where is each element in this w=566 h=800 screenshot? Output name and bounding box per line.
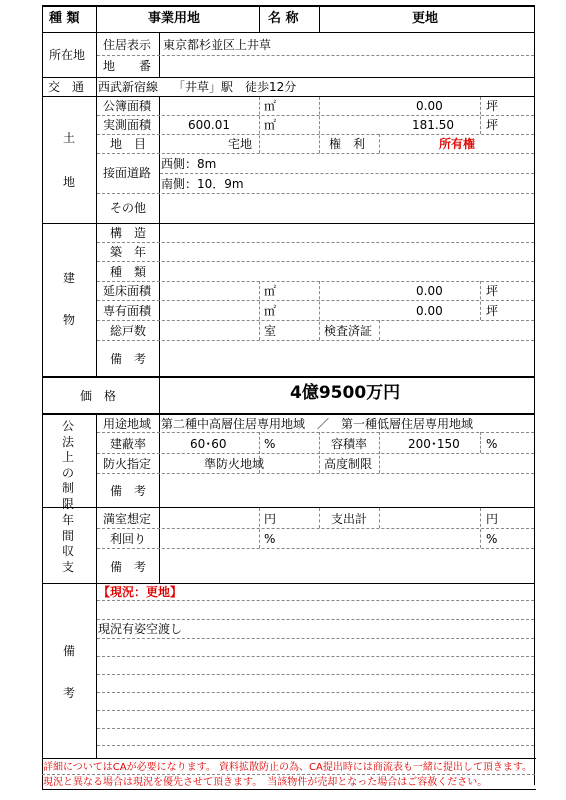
- inspection-label: 検査済証: [324, 324, 373, 338]
- transport-line: 西武新宿線: [98, 80, 159, 94]
- floor-tsubo-unit: 坪: [486, 284, 499, 298]
- transport-station: 「井草」駅: [173, 80, 234, 94]
- legal-remarks-label: 備 考: [110, 484, 147, 498]
- yield-label: 利回り: [110, 532, 147, 546]
- dash-land-2: [97, 134, 534, 135]
- col-line-price: [159, 378, 160, 413]
- notes-label-bottom: 考: [63, 686, 76, 700]
- dash-bld-5: [97, 320, 534, 321]
- land-label-bottom: 地: [63, 175, 76, 189]
- dash-note-8: [97, 728, 534, 729]
- full-occupancy-label: 満室想定: [103, 512, 152, 526]
- dash-bld-2: [97, 261, 534, 262]
- dash-bld-1: [97, 242, 534, 243]
- dash-land-4: [97, 193, 534, 194]
- hdr-line-3: [319, 5, 320, 33]
- dash-note-3: [97, 638, 534, 639]
- land-rights-label: 権 利: [329, 137, 366, 151]
- far-label: 容積率: [331, 437, 368, 451]
- frame-top: [42, 5, 535, 7]
- floor-area-label: 延床面積: [103, 284, 152, 298]
- dashv-bld-a: [259, 281, 260, 340]
- dash-land-road: [160, 173, 534, 174]
- dashv-land-c: [379, 134, 380, 153]
- dashv-inc-d: [480, 508, 481, 548]
- col-line-label-legal: [96, 415, 97, 758]
- survey-area-tsubo: 181.50: [412, 118, 454, 132]
- survey-area-value: 600.01: [188, 118, 230, 132]
- hdr-line-1: [96, 5, 97, 33]
- units-unit: 室: [264, 324, 277, 338]
- dashv-land-b: [319, 97, 320, 153]
- dash-legal-3: [97, 473, 534, 474]
- kind-label: 種 類: [110, 265, 147, 279]
- coverage-percent: %: [264, 437, 276, 451]
- transport-label: 交 通: [48, 80, 85, 94]
- height-label: 高度制限: [324, 457, 373, 471]
- private-area-unit: ㎡: [264, 304, 277, 318]
- dash-bld-4: [97, 300, 534, 301]
- col-line-value-land: [159, 97, 160, 377]
- zoning-label: 用途地域: [103, 417, 152, 431]
- expense-label: 支出計: [331, 512, 368, 526]
- built-label: 築 年: [110, 245, 147, 259]
- coverage-label: 建蔽率: [110, 437, 147, 451]
- private-tsubo-unit: 坪: [486, 304, 499, 318]
- price-value: 4億9500万円: [290, 383, 401, 403]
- dash-legal-1: [97, 432, 534, 433]
- location-label: 所在地: [49, 48, 86, 62]
- yield-percent-2: %: [486, 532, 498, 546]
- fire-value: 準防火地域: [204, 457, 265, 471]
- road-south: 南側：10．9m: [161, 177, 244, 191]
- dash-land-3: [97, 153, 534, 154]
- sep-legal: [42, 507, 535, 508]
- dash-note-6: [97, 692, 534, 693]
- building-remarks-label: 備 考: [110, 352, 147, 366]
- dash-bld-3: [97, 281, 534, 282]
- dash-note-5: [97, 674, 534, 675]
- sep-transport: [42, 96, 535, 97]
- registry-tsubo-unit: 坪: [486, 99, 499, 113]
- land-rights-value: 所有権: [439, 137, 476, 151]
- far-value: 200･150: [408, 437, 460, 451]
- building-label-top: 建: [63, 271, 76, 285]
- dashv-legal-d: [480, 432, 481, 453]
- frame-left: [42, 5, 43, 790]
- col-line-value-legal: [159, 415, 160, 583]
- survey-tsubo-unit: 坪: [486, 118, 499, 132]
- col-line-label: [96, 33, 97, 96]
- col-line-label-land: [96, 97, 97, 377]
- full-occupancy-unit: 円: [264, 512, 277, 526]
- name-label: 名 称: [268, 11, 299, 26]
- registry-area-unit: ㎡: [264, 99, 277, 113]
- notes-label-top: 備: [63, 644, 76, 658]
- hdr-line-2: [259, 5, 260, 33]
- dashv-legal-c: [379, 432, 380, 473]
- legal-label: 公法上の制限: [61, 419, 74, 511]
- dashv-land-d: [480, 97, 481, 134]
- dashv-land-a: [259, 97, 260, 153]
- yield-percent-1: %: [264, 532, 276, 546]
- dash-location: [97, 55, 534, 56]
- dashv-legal-b: [319, 432, 320, 473]
- transport-walk: 徒歩12分: [245, 80, 297, 94]
- registry-area-label: 公簿面積: [103, 99, 152, 113]
- dash-note-4: [97, 656, 534, 657]
- sep-building: [42, 376, 535, 378]
- road-west: 西側：8m: [161, 157, 217, 171]
- address-label: 住居表示: [103, 38, 152, 52]
- zoning-value: 第二種中高層住居専用地域 ／ 第一種低層住居専用地域: [161, 417, 474, 431]
- dash-note-7: [97, 710, 534, 711]
- survey-area-unit: ㎡: [264, 118, 277, 132]
- sep-land: [42, 223, 535, 224]
- dash-income-2: [97, 548, 534, 549]
- dashv-inc-b: [319, 508, 320, 528]
- price-label: 価 格: [80, 389, 117, 403]
- type-value: 事業用地: [148, 11, 201, 26]
- survey-area-label: 実測面積: [103, 118, 152, 132]
- notes-delivery: 現況有姿空渡し: [98, 622, 183, 636]
- notes-status: 【現況：更地】: [98, 585, 183, 599]
- expense-unit: 円: [486, 512, 499, 526]
- sep-income: [42, 583, 535, 584]
- dashv-bld-c: [379, 320, 380, 340]
- dashv-inc-a: [259, 508, 260, 548]
- road-label: 接面道路: [103, 166, 152, 180]
- building-label-bottom: 物: [63, 313, 76, 327]
- sep-header: [42, 32, 535, 33]
- far-percent: %: [486, 437, 498, 451]
- floor-area-unit: ㎡: [264, 284, 277, 298]
- floor-area-tsubo: 0.00: [416, 284, 443, 298]
- income-label: 年間収支: [61, 513, 74, 574]
- sep-location: [42, 77, 535, 78]
- dash-income-1: [97, 528, 534, 529]
- land-other-label: その他: [110, 201, 147, 215]
- dash-land-1: [97, 115, 534, 116]
- frame-right: [534, 5, 535, 785]
- type-label: 種 類: [49, 11, 80, 26]
- dash-legal-2: [97, 453, 534, 454]
- footer-line-2: 現況と異なる場合は現況を優先させて頂きます。 当該物件が売却となった場合はご容赦ください。: [43, 777, 488, 788]
- private-area-tsubo: 0.00: [416, 304, 443, 318]
- dash-note-1: [97, 600, 534, 601]
- land-category-label: 地 目: [110, 137, 147, 151]
- land-category-value: 宅地: [228, 137, 253, 151]
- income-remarks-label: 備 考: [110, 560, 147, 574]
- coverage-value: 60･60: [190, 437, 227, 451]
- address-value: 東京都杉並区上井草: [163, 38, 272, 52]
- registry-area-tsubo: 0.00: [416, 99, 443, 113]
- dash-note-2: [97, 619, 534, 620]
- lot-label: 地 番: [103, 59, 152, 73]
- dash-bld-6: [97, 340, 534, 341]
- units-label: 総戸数: [110, 324, 147, 338]
- dashv-inc-c: [379, 508, 380, 528]
- footer-line-1: 詳細についてはCAが必要になります。 資料拡散防止の為、CA提出時には商流表も一緒に提出して頂きます。: [43, 762, 533, 773]
- fire-label: 防火指定: [103, 457, 152, 471]
- dash-note-9: [97, 745, 534, 746]
- name-value: 更地: [412, 11, 439, 26]
- sep-notes: [42, 758, 536, 759]
- dashv-bld-d: [480, 281, 481, 320]
- private-area-label: 専有面積: [103, 304, 152, 318]
- structure-label: 構 造: [110, 226, 147, 240]
- land-label-top: 土: [63, 131, 76, 145]
- sep-price: [42, 413, 535, 415]
- dashv-bld-b: [319, 281, 320, 340]
